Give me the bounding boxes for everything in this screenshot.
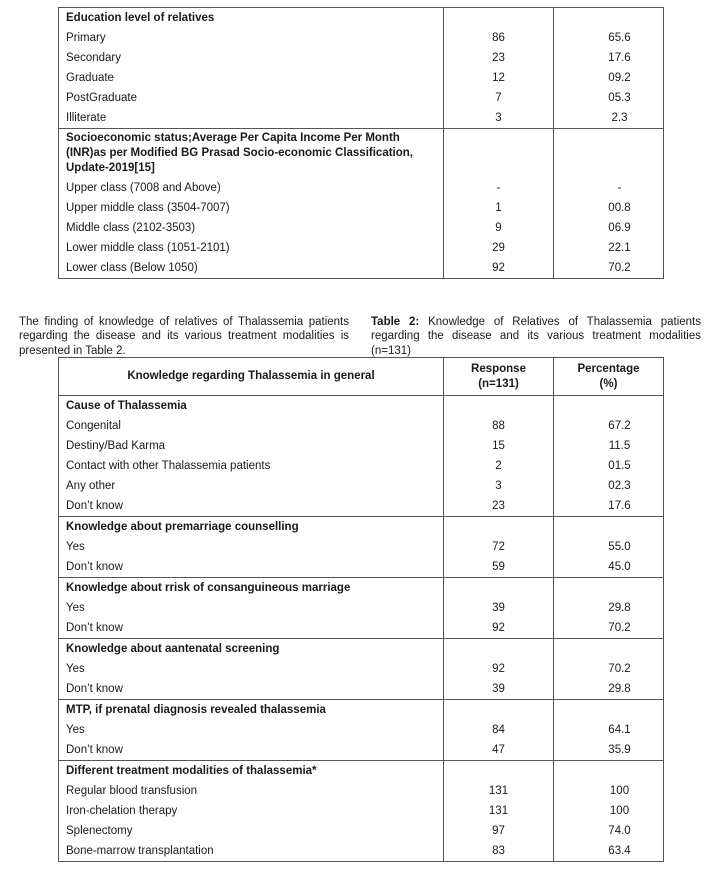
row-label: Illiterate [59,108,444,129]
table-row [59,258,664,279]
section-header-empty-cell [444,396,554,417]
section-header-empty-cell [554,578,664,599]
table-2-caption-text: Knowledge of Relatives of Thalassemia patients regarding the disease and its various treatment modalities (n=131) [371,315,701,357]
section-header-row [59,578,664,599]
row-count: 47 [444,740,554,761]
row-label: Primary [59,28,444,48]
row-count: 2 [444,456,554,476]
row-percentage: 64.1 [554,720,664,740]
section-header-empty-cell [444,8,554,29]
row-percentage: 01.5 [554,456,664,476]
row-label: Yes [59,537,444,557]
row-percentage: 35.9 [554,740,664,761]
table-row [59,28,664,48]
table-row [59,537,664,557]
row-label: Middle class (2102-3503) [59,218,444,238]
table-row [59,781,664,801]
col-header-knowledge: Knowledge regarding Thalassemia in general [59,358,444,396]
row-label: PostGraduate [59,88,444,108]
section-header-row [59,517,664,538]
table-row [59,48,664,68]
row-count: 9 [444,218,554,238]
section-header-label: Cause of Thalassemia [59,396,444,417]
row-percentage: 22.1 [554,238,664,258]
section-header-empty-cell [444,578,554,599]
table-row [59,416,664,436]
row-percentage: 100 [554,781,664,801]
row-label: Don’t know [59,679,444,700]
section-header-empty-cell [444,700,554,721]
table-row [59,659,664,679]
row-label: Contact with other Thalassemia patients [59,456,444,476]
row-label: Regular blood transfusion [59,781,444,801]
row-percentage: 70.2 [554,659,664,679]
row-count: 59 [444,557,554,578]
row-label: Yes [59,720,444,740]
section-header-label: Education level of relatives [59,8,444,29]
table-row [59,218,664,238]
row-percentage: 06.9 [554,218,664,238]
row-label: Bone-marrow transplantation [59,841,444,862]
col-header-response [444,358,554,396]
row-count: 23 [444,48,554,68]
row-label: Upper middle class (3504-7007) [59,198,444,218]
row-percentage: 09.2 [554,68,664,88]
row-percentage: 63.4 [554,841,664,862]
row-percentage: - [554,178,664,198]
row-percentage: 70.2 [554,618,664,639]
table-2-body [59,396,664,862]
row-percentage: 100 [554,801,664,821]
body-paragraph: The finding of knowledge of relatives of Thalassemia patients regarding the disease and its various treatment modalities is presented in Table 2. [19,315,349,357]
row-count: 131 [444,781,554,801]
row-count: 131 [444,801,554,821]
row-label: Splenectomy [59,821,444,841]
section-header-empty-cell [554,517,664,538]
section-header-label: Socioeconomic status;Average Per Capita Income Per Month (INR)as per Modified BG Prasad Socio-economic Classification, Update-2019[15] [59,129,444,179]
table-row [59,679,664,700]
section-header-row [59,129,664,179]
row-label: Lower class (Below 1050) [59,258,444,279]
row-count: 84 [444,720,554,740]
row-count: 1 [444,198,554,218]
section-header-empty-cell [444,129,554,179]
table-row [59,88,664,108]
col-header-percentage-line1: Percentage [577,362,640,375]
table-row [59,598,664,618]
row-percentage: 29.8 [554,679,664,700]
row-label: Don’t know [59,496,444,517]
table-row [59,456,664,476]
table-row [59,238,664,258]
row-percentage: 74.0 [554,821,664,841]
row-count: 92 [444,618,554,639]
table-2 [58,357,664,862]
section-header-empty-cell [554,639,664,660]
col-header-percentage-line2: (%) [599,377,618,390]
row-percentage: 05.3 [554,88,664,108]
row-count: 3 [444,108,554,129]
section-header-empty-cell [554,8,664,29]
section-header-empty-cell [554,129,664,179]
row-percentage: 00.8 [554,198,664,218]
row-count: 86 [444,28,554,48]
row-label: Graduate [59,68,444,88]
col-header-response-line2: (n=131) [478,377,519,390]
section-header-row [59,700,664,721]
row-count: 7 [444,88,554,108]
section-header-label: Different treatment modalities of thalassemia* [59,761,444,782]
row-label: Yes [59,598,444,618]
row-percentage: 2.3 [554,108,664,129]
table-2-caption [371,315,701,359]
row-percentage: 45.0 [554,557,664,578]
section-header-empty-cell [444,761,554,782]
row-percentage: 67.2 [554,416,664,436]
section-header-row [59,639,664,660]
row-label: Don’t know [59,557,444,578]
section-header-empty-cell [554,700,664,721]
table-row [59,496,664,517]
row-label: Lower middle class (1051-2101) [59,238,444,258]
row-label: Yes [59,659,444,679]
row-percentage: 02.3 [554,476,664,496]
table-1-body [59,8,664,279]
row-label: Don’t know [59,618,444,639]
row-label: Upper class (7008 and Above) [59,178,444,198]
section-header-row [59,396,664,417]
section-header-label: Knowledge about rrisk of consanguineous marriage [59,578,444,599]
table-row [59,476,664,496]
table-row [59,557,664,578]
table-row [59,801,664,821]
row-count: - [444,178,554,198]
row-count: 92 [444,258,554,279]
row-count: 88 [444,416,554,436]
table-row [59,198,664,218]
row-count: 23 [444,496,554,517]
table-row [59,178,664,198]
section-header-empty-cell [554,396,664,417]
section-header-empty-cell [444,517,554,538]
row-count: 15 [444,436,554,456]
row-count: 3 [444,476,554,496]
table-row [59,821,664,841]
row-count: 72 [444,537,554,557]
table-row [59,740,664,761]
section-header-label: MTP, if prenatal diagnosis revealed thalassemia [59,700,444,721]
col-header-response-line1: Response [471,362,526,375]
col-header-percentage [554,358,664,396]
table-1-continued [58,7,664,279]
section-header-row [59,761,664,782]
row-percentage: 17.6 [554,496,664,517]
row-count: 83 [444,841,554,862]
row-count: 39 [444,679,554,700]
section-header-empty-cell [554,761,664,782]
row-label: Congenital [59,416,444,436]
row-label: Don’t know [59,740,444,761]
section-header-label: Knowledge about aantenatal screening [59,639,444,660]
table-row [59,68,664,88]
row-label: Secondary [59,48,444,68]
row-percentage: 29.8 [554,598,664,618]
row-count: 97 [444,821,554,841]
table-row [59,720,664,740]
row-percentage: 55.0 [554,537,664,557]
row-label: Iron-chelation therapy [59,801,444,821]
table-2-caption-label: Table 2: [371,315,420,328]
row-percentage: 17.6 [554,48,664,68]
table-row [59,618,664,639]
row-percentage: 11.5 [554,436,664,456]
section-header-empty-cell [444,639,554,660]
table-2-header [59,358,664,396]
row-count: 39 [444,598,554,618]
row-count: 92 [444,659,554,679]
table-row [59,436,664,456]
table-row [59,108,664,129]
row-count: 12 [444,68,554,88]
row-label: Any other [59,476,444,496]
section-header-row [59,8,664,29]
row-percentage: 70.2 [554,258,664,279]
row-label: Destiny/Bad Karma [59,436,444,456]
table-row [59,841,664,862]
table-2-header-row [59,358,664,396]
section-header-label: Knowledge about premarriage counselling [59,517,444,538]
row-percentage: 65.6 [554,28,664,48]
row-count: 29 [444,238,554,258]
